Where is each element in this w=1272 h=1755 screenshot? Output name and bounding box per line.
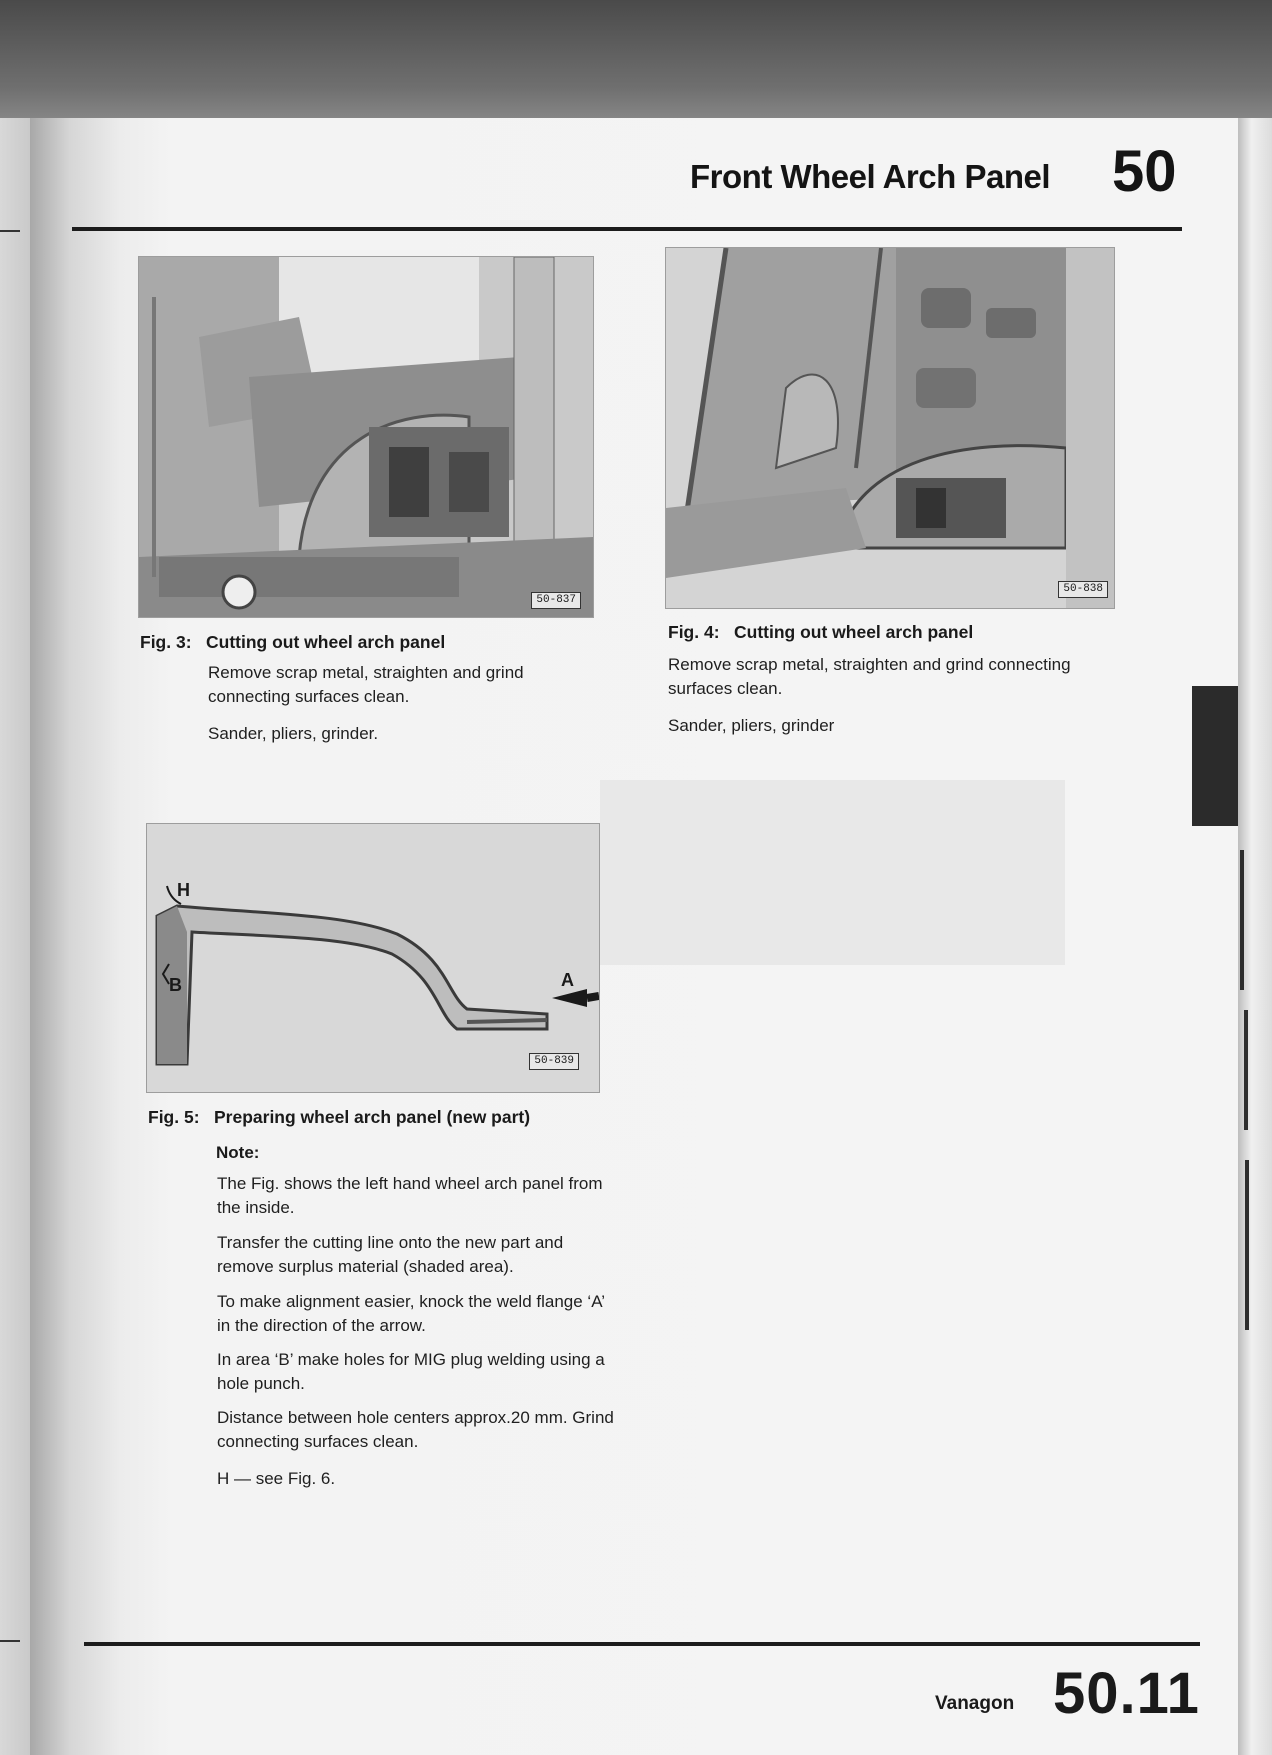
figure-5-photo (146, 823, 600, 1093)
section-thumb-tab (1192, 686, 1238, 826)
wheel-arch-panel-illustration (147, 824, 599, 1092)
adjacent-page-rule (0, 230, 20, 232)
figure-reference: 50-839 (529, 1053, 579, 1070)
figure-5-caption (148, 1107, 530, 1128)
page-number: 50.11 (1053, 1661, 1200, 1726)
page-edge-mark (1240, 850, 1244, 990)
header-rule (72, 227, 1182, 231)
figure-5-title: Preparing wheel arch panel (new part) (214, 1107, 531, 1127)
figure-5-number: Fig. 5: (148, 1107, 200, 1127)
figure-5-note-6: H — see Fig. 6. (217, 1469, 336, 1488)
figure-5-note-5: Distance between hole centers approx.20 mm. Grind connecting surfaces clean. (217, 1408, 614, 1451)
figure-reference: 50-838 (1058, 581, 1108, 598)
figure-reference: 50-837 (531, 592, 581, 609)
figure-3-tools: Sander, pliers, grinder. (208, 724, 379, 743)
adjacent-page-rule (0, 1640, 20, 1642)
figure-5-note-1: The Fig. shows the left hand wheel arch panel from the inside. (217, 1174, 603, 1217)
figure-4-caption (668, 622, 973, 643)
wheel-arch-cutout-illustration (139, 257, 593, 617)
vehicle-body-illustration (666, 248, 1114, 608)
figure-4-number: Fig. 4: (668, 622, 720, 642)
figure-3-number: Fig. 3: (140, 632, 192, 652)
bleed-through-image (600, 780, 1065, 965)
figure-3-title: Cutting out wheel arch panel (206, 632, 446, 652)
figure-4-title: Cutting out wheel arch panel (734, 622, 974, 642)
footer-rule (84, 1642, 1200, 1646)
figure-5-note-3: To make alignment easier, knock the weld flange ‘A’ in the direction of the arrow. (217, 1292, 605, 1335)
figure-3-photo (138, 256, 594, 618)
page-title: Front Wheel Arch Panel (690, 158, 1050, 195)
figure-4-tools: Sander, pliers, grinder (668, 716, 835, 735)
scan-background-top (0, 0, 1272, 125)
figure-5-note-2: Transfer the cutting line onto the new part and remove surplus material (shaded area). (217, 1233, 564, 1276)
note-heading: Note: (216, 1143, 260, 1162)
figure-3-caption (140, 632, 445, 653)
page-edge-mark (1245, 1160, 1249, 1330)
vehicle-model: Vanagon (935, 1693, 1015, 1714)
figure-3-instruction: Remove scrap metal, straighten and grind connecting surfaces clean. (208, 663, 524, 706)
figure-5-note-4: In area ‘B’ make holes for MIG plug welding using a hole punch. (217, 1350, 605, 1393)
figure-4-photo (665, 247, 1115, 609)
figure-4-instruction: Remove scrap metal, straighten and grind connecting surfaces clean. (668, 655, 1071, 698)
label-a: A (561, 970, 574, 990)
section-number: 50 (1112, 139, 1177, 204)
page-edge-mark (1244, 1010, 1248, 1130)
label-b: B (169, 975, 182, 995)
label-h: H (177, 880, 190, 900)
